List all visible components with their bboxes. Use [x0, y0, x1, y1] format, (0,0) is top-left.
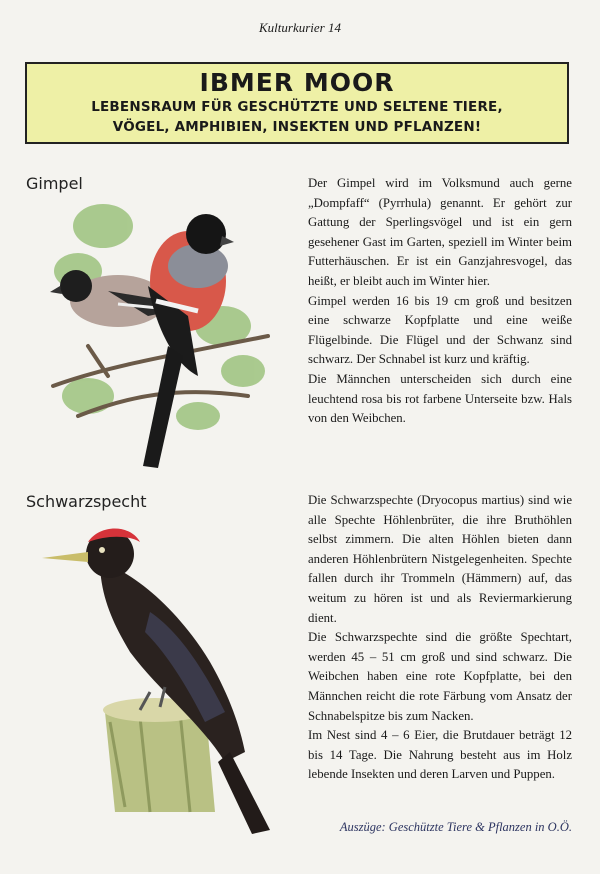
- gimpel-paragraph: Der Gimpel wird im Volksmund auch gerne „Dompfaff“ (Pyrrhula) genannt. Er gehört zur Gattung der Sperlingsvögel und ist ein gern gesehener Gast im Garten, speziell im Winter beim Futterhäuschen. Er ist ein Ganzjahresvogel, das heißt, er bleibt auch im Winter hier.: [308, 176, 572, 288]
- schwarzspecht-paragraph: Die Schwarzspechte sind die größte Spechtart, werden 45 – 51 cm groß und sind schwarz. Die Weibchen haben eine rote Kopfplatte, bei den Männchen reicht die rote Färbung vom Ansatz der Schnabelspitze bis zum Nacken.: [308, 630, 572, 723]
- banner-subtitle-line1: LEBENSRAUM FÜR GESCHÜTZTE UND SELTENE TIERE,: [91, 99, 503, 115]
- section-heading-schwarzspecht: Schwarzspecht: [26, 492, 147, 511]
- schwarzspecht-paragraph: Die Schwarzspechte (Dryocopus martius) sind wie alle Spechte Höhlenbrüter, die ihre Bruthöhlen selbst zimmern. Die alten Höhlen bieten dann anderen Höhlenbrütern Nistgelegenheiten. Spechte fallen durch ihr Trommeln (Hämmern) auf, das weitum zu hören ist und als Reviermarkierung dient.: [308, 493, 572, 625]
- schwarzspecht-paragraph: Im Nest sind 4 – 6 Eier, die Brutdauer beträgt 12 bis 14 Tage. Die Nahrung besteht aus im Holz lebende Insekten und deren Larven und Puppen.: [308, 728, 572, 782]
- banner-title: IBMER MOOR: [199, 68, 395, 97]
- section-heading-gimpel: Gimpel: [26, 174, 83, 193]
- running-title: Kulturkurier 14: [259, 20, 341, 35]
- title-banner: [25, 62, 569, 144]
- bullfinch-illustration-icon: [48, 186, 278, 476]
- black-woodpecker-illustration-icon: [40, 512, 290, 842]
- schwarzspecht-text: [308, 491, 572, 785]
- gimpel-paragraph: Gimpel werden 16 bis 19 cm groß und besitzen eine schwarze Kopfplatte und eine weiße Flügelbinde. Die Flügel und der Schwanz sind schwarz. Der Schnabel ist kurz und kräftig.: [308, 293, 572, 367]
- banner-subtitle-line2: VÖGEL, AMPHIBIEN, INSEKTEN UND PFLANZEN!: [112, 119, 482, 135]
- source-note: Auszüge: Geschützte Tiere & Pflanzen in O.Ö.: [339, 820, 572, 834]
- gimpel-paragraph: Die Männchen unterscheiden sich durch eine leuchtend rosa bis rot farbene Unterseite bzw. Hals von den Weibchen.: [308, 371, 572, 426]
- gimpel-text: [308, 174, 572, 429]
